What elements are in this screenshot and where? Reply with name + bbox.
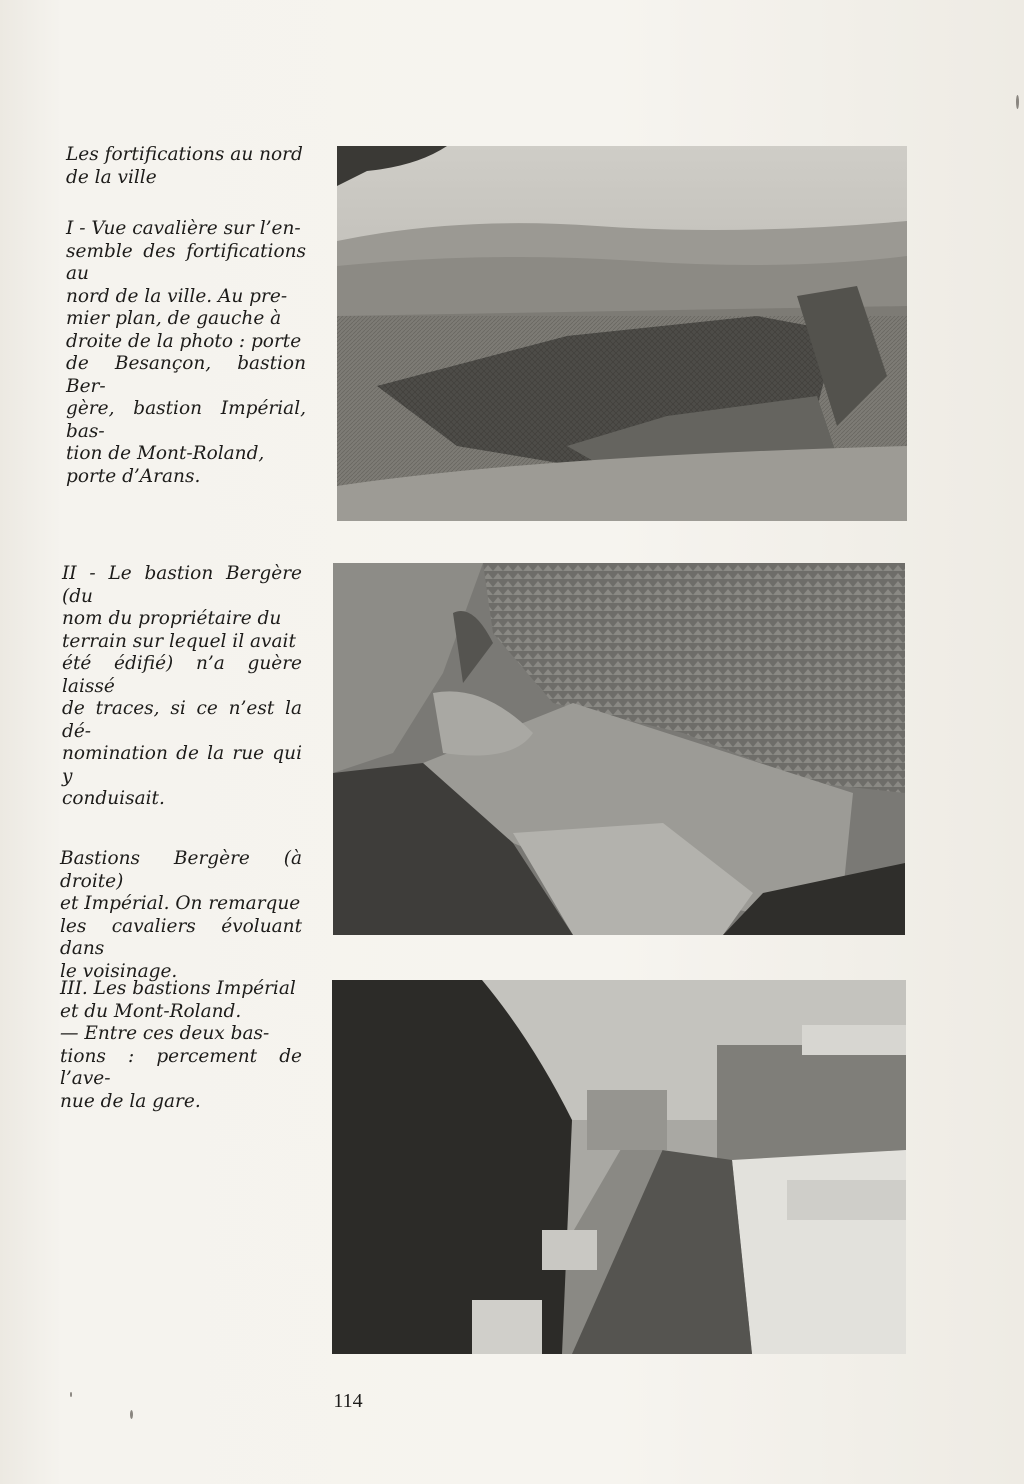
paper-speck	[1016, 95, 1019, 109]
model-illustration	[333, 563, 905, 935]
paper-speck	[70, 1392, 72, 1397]
photo-avenue-de-la-gare	[332, 980, 906, 1354]
section-heading: Les fortifications au nord de la ville	[66, 144, 303, 188]
caption-photo-1: I - Vue cavalière sur l’en- semble des fortifications au nord de la ville. Au pre- mier plan, de gauche à droite de la photo : porte de Besançon, bastion Ber- gère, bastion Impérial, bas- tion de Mont-Roland, porte d’Arans.	[66, 218, 306, 487]
paper-speck	[130, 1410, 133, 1419]
photo-bastion-model	[333, 563, 905, 935]
street-illustration	[332, 980, 906, 1354]
photo-engraving-fortifications	[337, 146, 907, 521]
caption-photo-2b: Bastions Bergère (à droite) et Impérial. On remarque les cavaliers évoluant dans le voisinage.	[60, 848, 302, 982]
engraving-illustration	[337, 146, 907, 521]
caption-photo-2: II - Le bastion Bergère (du nom du propriétaire du terrain sur lequel il avait été édifié) n’a guère laissé de traces, si ce n’est la dé- nomination de la rue qui y conduisait.	[62, 563, 302, 809]
caption-photo-3: III. Les bastions Impérial et du Mont-Roland. — Entre ces deux bas- tions : percement de l’ave- nue de la gare.	[60, 978, 302, 1112]
page-number: 114	[333, 1390, 363, 1412]
